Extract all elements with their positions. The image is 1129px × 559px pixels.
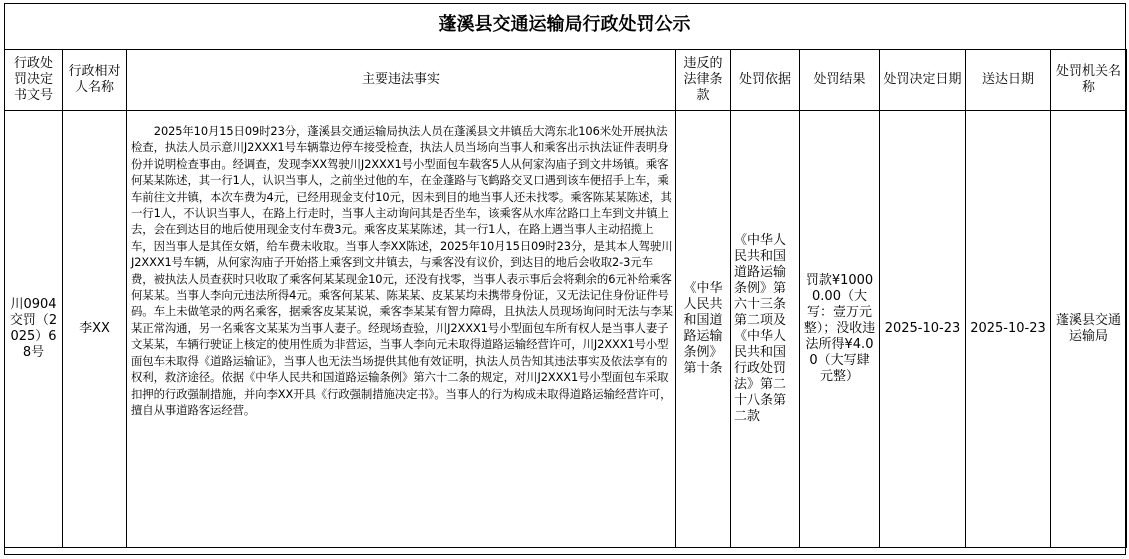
cell-decision-date: 2025-10-23 xyxy=(880,111,966,548)
cell-basis: 《中华人民共和国道路运输条例》第六十三条第二项及《中华人民共和国行政处罚法》第二十八条第二款 xyxy=(731,111,800,548)
header-basis: 处罚依据 xyxy=(731,50,800,111)
header-service-date: 送达日期 xyxy=(966,50,1051,111)
header-agency: 处罚机关名称 xyxy=(1051,50,1127,111)
page-title: 蓬溪县交通运输局行政处罚公示 xyxy=(438,14,691,35)
cell-doc-no: 川0904交罚（2025）68号 xyxy=(5,111,63,548)
header-row xyxy=(5,50,1127,111)
penalty-table xyxy=(4,49,1127,548)
table-row xyxy=(5,111,1127,548)
cell-law: 《中华人民共和国道路运输条例》第十条 xyxy=(676,111,731,548)
header-result: 处罚结果 xyxy=(800,50,880,111)
header-facts: 主要违法事实 xyxy=(127,50,676,111)
cell-facts xyxy=(127,111,676,548)
cell-agency: 蓬溪县交通运输局 xyxy=(1051,111,1127,548)
header-doc-no: 行政处罚决定书文号 xyxy=(5,50,63,111)
header-decision-date: 处罚决定日期 xyxy=(880,50,966,111)
cell-service-date: 2025-10-23 xyxy=(966,111,1051,548)
header-law: 违反的法律条款 xyxy=(676,50,731,111)
header-party: 行政相对人名称 xyxy=(63,50,127,111)
facts-text: 2025年10月15日09时23分，蓬溪县交通运输局执法人员在蓬溪县文井镇岳大湾东北106米处开展执法检查，执法人员示意川J2XXX1号车辆靠边停车接受检查，执法人员当场向当事人和乘客出示执法证件表明身份并说明检查事由。经调查，发现李XX驾驶川J2XXX1号小型面包车载客5人从何家沟庙子到文井场镇。乘客何某某陈述，其一行1人，认识当事人，之前坐过他的车，在金蓬路与飞鹤路交叉口遇到该车便招手上车，乘车前往文井镇，本次车费为4元，已经用现金支付10元，因未到目的地当事人还未找零。乘客陈某某陈述，其一行1人，不认识当事人，在路上行走时，当事人主动询问其是否坐车，该乘客从水库岔路口上车到文井镇上去，会在到达目的地后使用现金支付车费3元。乘客皮某某陈述，其一行1人，在路上遇当事人主动招揽上车，因当事人是其侄女婿，给车费未收取。当事人李XX陈述，2025年10月15日09时23分，是其本人驾驶川J2XXX1号车辆，从何家沟庙子开始搭上乘客到文井镇去，与乘客没有议价，到达目的地后会收取2-3元车费，被执法人员查获时只收取了乘客何某某现金10元，还没有找零，当事人表示事后会将剩余的6元补给乘客何某某。当事人李向元违法所得4元。乘客何某某、陈某某、皮某某均未携带身份证，又无法记住身份证件号码。车上未做笔录的两名乘客，据乘客皮某某说，乘客李某某有智力障碍，且执法人员现场询问时无法与李某某正常沟通，另一名乘客文某某为当事人妻子。经现场查验，川J2XXX1号小型面包车所有权人是当事人妻子文某某，车辆行驶证上核定的使用性质为非营运，当事人李向元未取得道路运输经营许可，川J2XXX1号小型面包车未取得《道路运输证》，当事人也无法当场提供其他有效证明，执法人员告知其违法事实及依法享有的权利，救济途径。依据《中华人民共和国道路运输条例》第六十二条的规定，对川J2XXX1号小型面包车采取扣押的行政强制措施，并向李XX开具《行政强制措施决定书》。当事人的行为构成未取得道路运输经营许可，擅自从事道路客运经营。 xyxy=(131,124,673,417)
cell-result: 罚款¥10000.00（大写：壹万元整）；没收违法所得¥4.00（大写肆元整） xyxy=(800,111,880,548)
cell-party: 李XX xyxy=(63,111,127,548)
